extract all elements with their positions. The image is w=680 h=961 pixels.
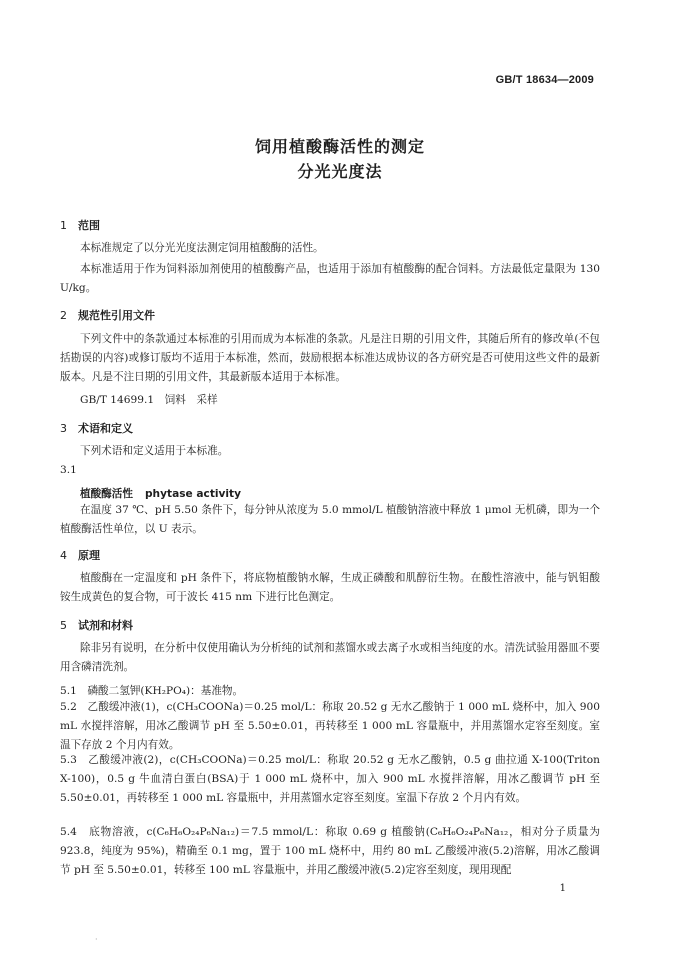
paragraph: 植酸酶在一定温度和 pH 条件下，将底物植酸钠水解，生成正磷酸和肌醇衍生物。在酸性溶液中，能与钒钼酸铵生成黄色的复合物，可于波长 415 nm 下进行比色测定。: [60, 572, 600, 603]
section-number: 5: [60, 619, 67, 632]
section-name: 规范性引用文件: [78, 309, 155, 322]
normative-reference: GB/T 14699.1 饲料 采样: [80, 394, 218, 406]
section-number: 2: [60, 309, 67, 322]
paragraph: 除非另有说明，在分析中仅使用确认为分析纯的试剂和蒸馏水或去离子水或相当纯度的水。清洗试验用器皿不要用含磷清洗剂。: [60, 642, 600, 673]
subclause-number: 3.1: [60, 464, 77, 476]
section-heading-3: [60, 420, 133, 436]
term-english: phytase activity: [144, 488, 242, 500]
section-heading-4: [60, 547, 100, 563]
document-title: 饲用植酸酶活性的测定: [254, 137, 425, 156]
section-heading-1: [60, 217, 100, 233]
section-name: 试剂和材料: [78, 619, 133, 632]
paragraph: 下列文件中的条款通过本标准的引用而成为本标准的条款。凡是注日期的引用文件，其随后所有的修改单(不包括勘误的内容)或修订版均不适用于本标准，然而，鼓励根据本标准达成协议的各方研究是否可使用这些文件的最新版本。凡是不注日期的引用文件，其最新版本适用于本标准。: [60, 333, 600, 383]
reagent-item-5-4: 5.4 底物溶液，c(C₆H₆O₂₄P₆Na₁₂)＝7.5 mmol/L：称取 0.69 g 植酸钠(C₆H₆O₂₄P₆Na₁₂，相对分子质量为 923.8，纯度为 95%)，精确至 0.1 mg，置于 100 mL 烧杯中，用约 80 mL 乙酸缓冲液(5.2)溶解，用冰乙酸调节 pH 至 5.50±0.01，转移至 100 mL 容量瓶中，并用乙酸缓冲液(5.2)定容至刻度，现用现配: [60, 826, 600, 876]
scan-mark: ·: [95, 935, 98, 944]
section-name: 术语和定义: [78, 422, 133, 435]
section-heading-2: [60, 307, 155, 323]
reagent-item-5-3: 5.3 乙酸缓冲液(2)，c(CH₃COONa)＝0.25 mol/L：称取 20.52 g 无水乙酸钠，0.5 g 曲拉通 X-100(Triton X-100)，0.5 g 牛血清白蛋白(BSA)于 1 000 mL 烧杯中，加入 900 mL 水搅拌溶解，用冰乙酸调节 pH 至 5.50±0.01，再转移至 1 000 mL 容量瓶中，并用蒸馏水定容至刻度。室温下存放 2 个月内有效。: [60, 754, 600, 804]
term: [80, 486, 241, 501]
section-name: 范围: [78, 219, 100, 232]
section-number: 1: [60, 219, 67, 232]
paragraph: 本标准适用于作为饲料添加剂使用的植酸酶产品，也适用于添加有植酸酶的配合饲料。方法最低定量限为 130 U/kg。: [60, 263, 600, 294]
section-number: 4: [60, 549, 67, 562]
term-definition: 在温度 37 ℃、pH 5.50 条件下，每分钟从浓度为 5.0 mmol/L 植酸钠溶液中释放 1 μmol 无机磷，即为一个植酸酶活性单位，以 U 表示。: [60, 504, 600, 535]
term-chinese: 植酸酶活性: [80, 488, 133, 500]
reagent-item-5-1: 5.1 磷酸二氢钾(KH₂PO₄)：基准物。: [60, 685, 244, 697]
standard-number: GB/T 18634—2009: [495, 74, 594, 86]
section-heading-5: [60, 617, 133, 633]
document-subtitle: 分光光度法: [297, 162, 383, 181]
page-number: 1: [559, 883, 566, 894]
reagent-item-5-2: 5.2 乙酸缓冲液(1)，c(CH₃COONa)＝0.25 mol/L：称取 20.52 g 无水乙酸钠于 1 000 mL 烧杯中，加入 900 mL 水搅拌溶解，用冰乙酸调节 pH 至 5.50±0.01，再转移至 1 000 mL 容量瓶中，并用蒸馏水定容至刻度。室温下存放 2 个月内有效。: [60, 701, 600, 751]
section-number: 3: [60, 422, 67, 435]
paragraph: 本标准规定了以分光光度法测定饲用植酸酶的活性。: [80, 242, 324, 254]
paragraph: 下列术语和定义适用于本标准。: [80, 445, 229, 457]
section-name: 原理: [78, 549, 100, 562]
